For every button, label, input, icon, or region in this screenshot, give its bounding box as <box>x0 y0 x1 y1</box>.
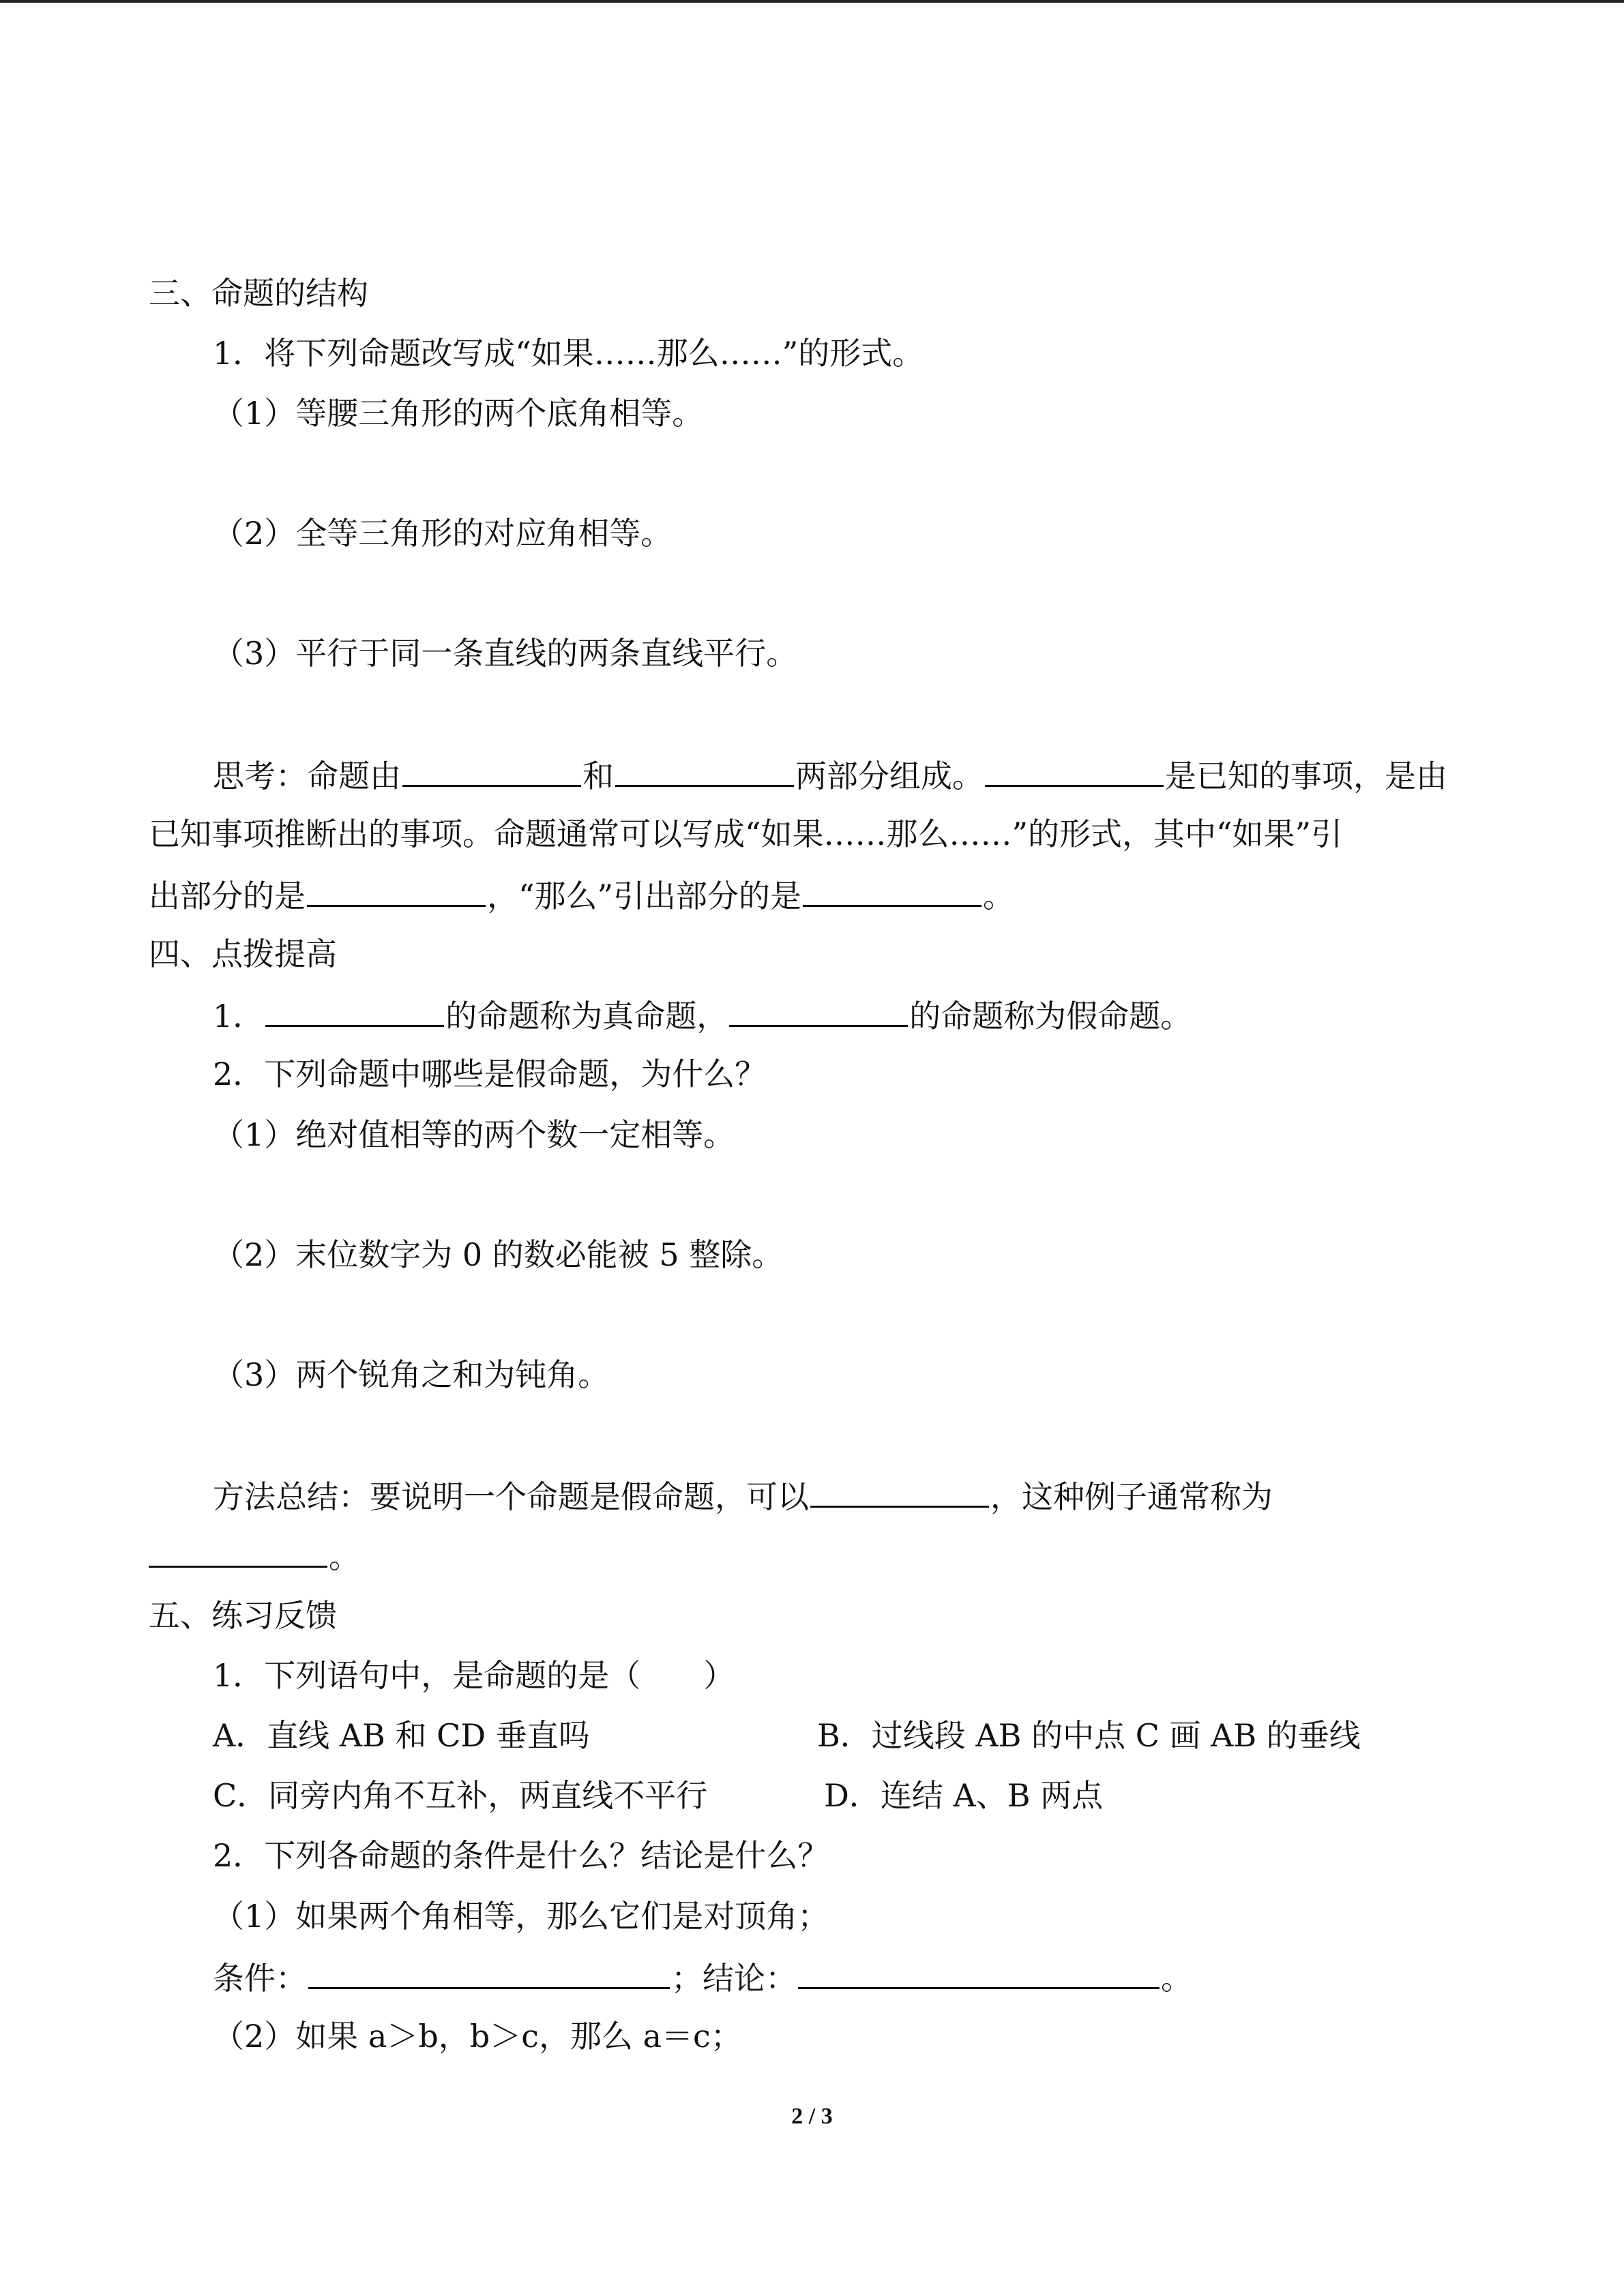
think-text-a: 思考：命题由 <box>213 758 401 794</box>
section-4-item-2: （2）末位数字为 0 的数必能被 5 整除。 <box>213 1236 784 1273</box>
method-text-end: 。 <box>329 1538 360 1575</box>
option-c: C．同旁内角不互补，两直线不平行 <box>213 1777 708 1814</box>
section-4-title: 四、点拨提高 <box>149 936 337 972</box>
think-text-3b: ，“那么”引出部分的是 <box>487 878 802 914</box>
section-4-question-2: 2．下列命题中哪些是假命题，为什么？ <box>213 1056 767 1092</box>
think-text-3c: 。 <box>983 878 1015 914</box>
section-5-question-1: 1．下列语句中，是命题的是（ ） <box>213 1657 735 1694</box>
section-4-item-1: （1）绝对值相等的两个数一定相等。 <box>213 1116 735 1153</box>
fill-blank[interactable] <box>985 754 1164 787</box>
section-5-item-1: （1）如果两个角相等，那么它们是对顶角； <box>213 1898 829 1935</box>
method-summary-line-2 <box>149 1534 360 1577</box>
option-d: D．连结 A、B 两点 <box>824 1777 1104 1814</box>
fill-blank[interactable] <box>402 754 581 787</box>
think-text-b: 和 <box>582 758 614 794</box>
section-5-question-2: 2．下列各命题的条件是什么？结论是什么？ <box>213 1837 829 1874</box>
think-line-1 <box>213 754 1447 796</box>
option-b: B．过线段 AB 的中点 C 画 AB 的垂线 <box>817 1717 1361 1754</box>
section-3-question-1: 1．将下列命题改写成“如果……那么……”的形式。 <box>213 335 924 372</box>
think-text-3a: 出部分的是 <box>149 878 306 914</box>
section-3-item-2: （2）全等三角形的对应角相等。 <box>213 515 673 552</box>
condition-conclusion-line <box>213 1956 1192 1999</box>
top-border-rule <box>0 0 1624 3</box>
method-summary-line-1 <box>213 1474 1273 1517</box>
section-5-item-2: （2）如果 a＞b，b＞c，那么 a＝c； <box>213 2018 742 2055</box>
s4-q1-number: 1． <box>213 998 265 1034</box>
option-a: A．直线 AB 和 CD 垂直吗 <box>213 1717 590 1754</box>
fill-blank[interactable] <box>615 754 794 787</box>
section-3-item-1: （1）等腰三角形的两个底角相等。 <box>213 395 704 432</box>
method-text-a: 方法总结：要说明一个命题是假命题，可以 <box>213 1478 809 1515</box>
condition-conclusion-end: 。 <box>1161 1960 1192 1997</box>
section-4-question-1 <box>213 994 1192 1037</box>
page-number: 2 / 3 <box>791 2104 833 2129</box>
think-text-d: 是已知的事项，是由 <box>1165 758 1447 794</box>
method-text-b: ，这种例子通常称为 <box>990 1478 1273 1515</box>
section-3-item-3: （3）平行于同一条直线的两条直线平行。 <box>213 635 798 672</box>
fill-blank[interactable] <box>803 874 981 907</box>
s4-q1-text-b: 的命题称为真命题， <box>445 998 728 1034</box>
conclusion-label: ；结论： <box>671 1960 797 1997</box>
fill-blank[interactable] <box>810 1474 989 1508</box>
think-line-2: 已知事项推断出的事项。命题通常可以写成“如果……那么……”的形式，其中“如果”引 <box>149 816 1343 852</box>
section-5-title: 五、练习反馈 <box>149 1597 337 1634</box>
section-4-item-3: （3）两个锐角之和为钝角。 <box>213 1356 610 1393</box>
think-text-c: 两部分组成。 <box>795 758 984 794</box>
condition-blank[interactable] <box>308 1956 670 1989</box>
fill-blank[interactable] <box>307 874 486 907</box>
fill-blank[interactable] <box>265 994 444 1027</box>
conclusion-blank[interactable] <box>798 1956 1160 1989</box>
condition-label: 条件： <box>213 1960 307 1997</box>
fill-blank[interactable] <box>149 1534 327 1568</box>
section-3-title: 三、命题的结构 <box>149 275 368 312</box>
s4-q1-text-c: 的命题称为假命题。 <box>909 998 1192 1034</box>
think-line-3 <box>149 874 1014 916</box>
fill-blank[interactable] <box>729 994 908 1027</box>
